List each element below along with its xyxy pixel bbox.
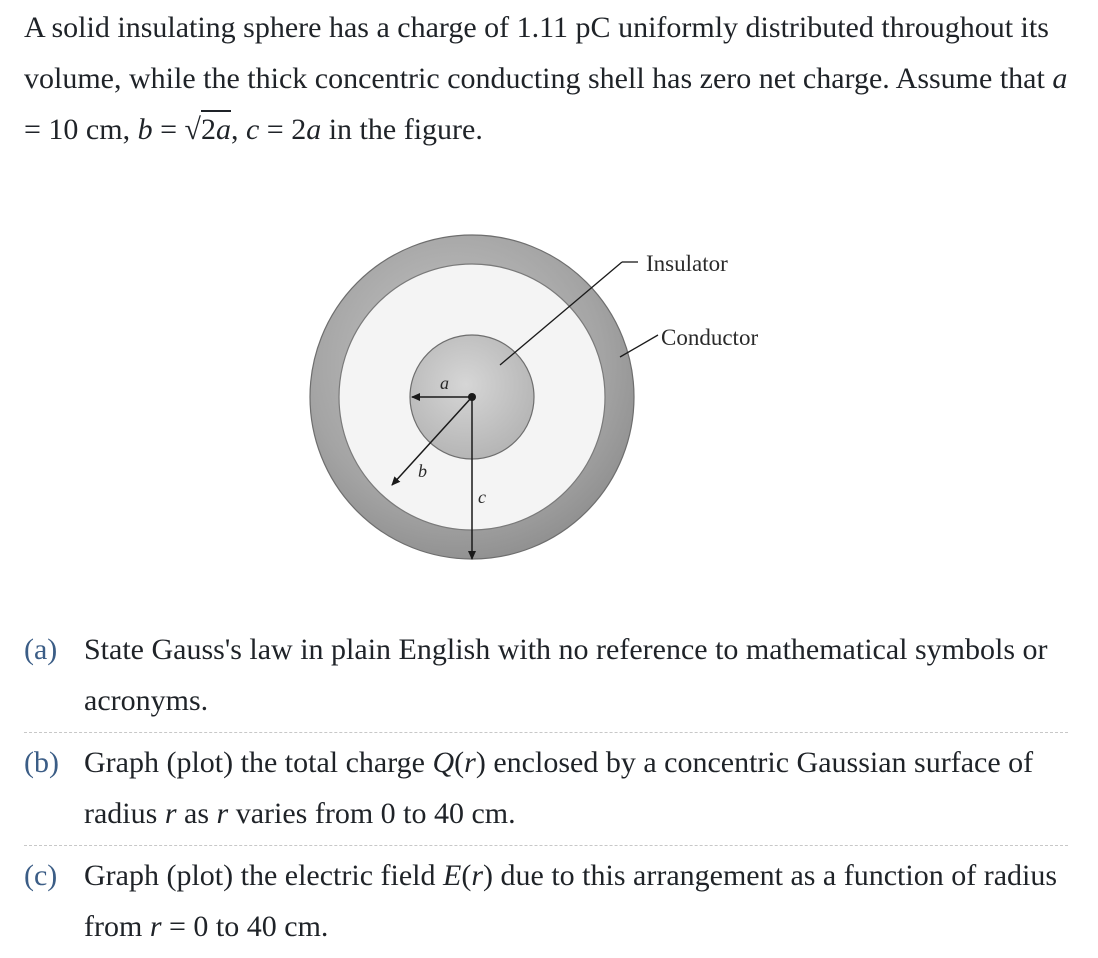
part-c-t3: = 0 to 40 cm. <box>161 910 329 943</box>
intro-text: A solid insulating sphere has a charge of 1.11 pC uniformly distributed throughout its volume, while the thick concentric conducting shell has zero net charge. Assume that <box>24 11 1053 95</box>
part-b-t4: varies from 0 to 40 cm. <box>228 797 516 830</box>
part-c-paren-open: ( <box>461 859 472 892</box>
var-b: b <box>137 113 153 146</box>
part-b-text <box>84 737 1068 839</box>
var-a-c: a <box>306 113 322 146</box>
part-b-paren-close: ) <box>475 746 486 779</box>
eq-text-4: = 2 <box>259 113 307 146</box>
part-a-letter: (a) <box>24 633 58 666</box>
part-c-paren-close: ) <box>483 859 494 892</box>
part-b-letter: (b) <box>24 746 59 779</box>
part-b-paren-open: ( <box>454 746 465 779</box>
var-a-sqrt: a <box>215 113 231 146</box>
intro-end-text: in the figure. <box>321 113 483 146</box>
var-r: r <box>164 797 177 830</box>
sphere-shell-figure <box>300 215 820 595</box>
insulator-label: Insulator <box>646 251 728 276</box>
var-a: a <box>1052 62 1068 95</box>
figure-svg <box>300 215 820 595</box>
var-r: r <box>216 797 229 830</box>
var-Q: Q <box>432 746 455 779</box>
center-dot <box>468 393 476 401</box>
part-b-t1: Graph (plot) the total charge <box>84 746 433 779</box>
sqrt-symbol: √ <box>184 113 201 146</box>
part-b-t2: enclosed by a concentric Gaussian surface of radius <box>84 746 1034 830</box>
part-b <box>24 732 1068 845</box>
eq-text-3: , <box>230 113 246 146</box>
question-parts <box>24 620 1068 958</box>
var-E: E <box>443 859 462 892</box>
var-r: r <box>464 746 476 779</box>
var-r: r <box>471 859 484 892</box>
radius-c-label: c <box>478 487 486 507</box>
part-b-t3: as <box>176 797 217 830</box>
sqrt-number: 2 <box>200 113 216 146</box>
var-r: r <box>149 910 162 943</box>
problem-statement <box>24 2 1084 155</box>
part-c-t2: due to this arrangement as a function of radius from <box>84 859 1058 943</box>
part-a-text: State Gauss's law in plain English with no reference to mathematical symbols or acronyms. <box>84 633 1048 717</box>
part-c-letter: (c) <box>24 859 58 892</box>
radius-a-label: a <box>440 373 449 393</box>
part-c <box>24 845 1068 958</box>
var-c: c <box>245 113 260 146</box>
conductor-label: Conductor <box>661 325 759 350</box>
part-a <box>24 620 1068 732</box>
eq-text-2: = <box>152 113 185 146</box>
eq-text-1: = 10 cm, <box>24 113 138 146</box>
part-c-t1: Graph (plot) the electric field <box>84 859 444 892</box>
sqrt-expression <box>185 104 231 155</box>
radius-b-label: b <box>418 461 427 481</box>
part-c-text <box>84 850 1068 952</box>
sqrt-argument <box>201 110 231 146</box>
